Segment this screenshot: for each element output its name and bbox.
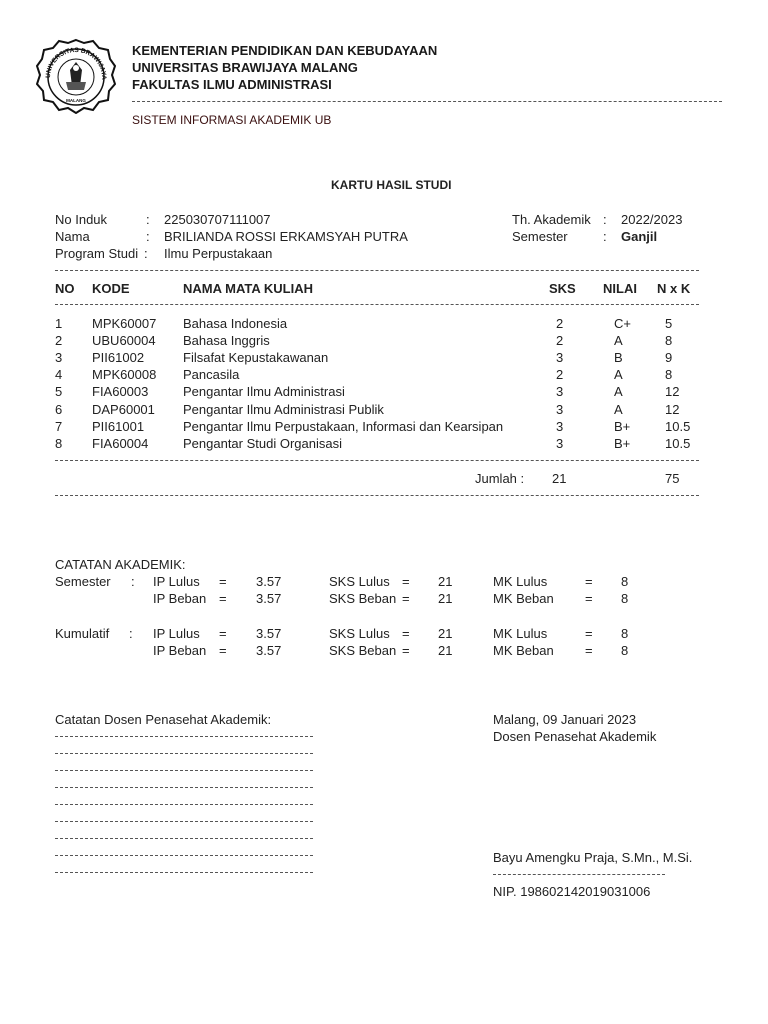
- colon: :: [603, 212, 607, 227]
- cell-nama: Pengantar Ilmu Perpustakaan, Informasi dan Kearsipan: [183, 418, 504, 434]
- note-line: [55, 770, 313, 771]
- sks-beban-label: SKS Beban: [329, 643, 397, 658]
- ministry-name: KEMENTERIAN PENDIDIKAN DAN KEBUDAYAAN: [132, 43, 438, 58]
- table-bottom-divider: [55, 460, 699, 461]
- note-line: [55, 753, 313, 754]
- cell-nxk: 10.5: [665, 418, 691, 434]
- cell-nxk: 10.5: [665, 435, 691, 451]
- equals-sign: =: [585, 591, 593, 606]
- semester-sks-lulus: 21: [438, 574, 453, 589]
- cell-sks: 3: [556, 384, 564, 400]
- colon: :: [144, 246, 148, 261]
- prodi-value: Ilmu Perpustakaan: [164, 246, 273, 261]
- mk-lulus-label: MK Lulus: [493, 626, 548, 641]
- semester-value: Ganjil: [621, 229, 658, 244]
- cell-kode: MPK60007: [92, 316, 157, 331]
- equals-sign: =: [219, 626, 227, 641]
- no-induk-value: 225030707111007: [164, 212, 271, 227]
- system-name: SISTEM INFORMASI AKADEMIK UB: [132, 113, 332, 127]
- col-header-nama: NAMA MATA KULIAH: [183, 281, 313, 296]
- cell-kode: DAP60001: [92, 401, 155, 417]
- cell-nilai: A: [614, 333, 623, 349]
- cell-no: 3: [55, 350, 63, 366]
- catatan-title: CATATAN AKADEMIK:: [55, 557, 186, 572]
- cell-nilai: B+: [614, 435, 631, 451]
- cell-kode: MPK60008: [92, 367, 157, 383]
- mk-lulus-label: MK Lulus: [493, 574, 548, 589]
- total-sks: 21: [552, 471, 567, 486]
- note-line: [55, 736, 313, 737]
- cell-sks: 2: [556, 316, 564, 331]
- colon: :: [146, 229, 150, 244]
- kumulatif-ip-beban: 3.57: [256, 643, 282, 658]
- semester-ip-lulus: 3.57: [256, 574, 282, 589]
- semester-sks-beban: 21: [438, 591, 453, 606]
- university-logo: [36, 38, 116, 114]
- semester-label: Semester: [512, 229, 568, 244]
- total-nxk: 75: [665, 471, 680, 486]
- cell-nxk: 5: [665, 316, 673, 331]
- sks-lulus-label: SKS Lulus: [329, 574, 390, 589]
- signature-line: [493, 874, 665, 875]
- signer-name: Bayu Amengku Praja, S.Mn., M.Si.: [493, 850, 693, 865]
- ip-beban-label: IP Beban: [153, 643, 207, 658]
- cell-nilai: A: [614, 401, 623, 417]
- cell-nama: Pengantar Ilmu Administrasi Publik: [183, 401, 384, 417]
- cell-kode: PII61002: [92, 350, 145, 366]
- colon: :: [146, 212, 150, 227]
- cell-kode: UBU60004: [92, 333, 156, 349]
- cell-nama: Filsafat Kepustakawanan: [183, 350, 329, 366]
- cell-nxk: 9: [665, 350, 673, 366]
- university-name: UNIVERSITAS BRAWIJAYA MALANG: [132, 60, 358, 75]
- dosen-note-label: Catatan Dosen Penasehat Akademik:: [55, 712, 272, 727]
- mk-beban-label: MK Beban: [493, 591, 554, 606]
- prodi-label: Program Studi: [55, 246, 139, 261]
- cell-nilai: B: [614, 350, 623, 366]
- table-top-divider: [55, 270, 699, 271]
- cell-nama: Bahasa Indonesia: [183, 316, 288, 331]
- semester-mk-lulus: 8: [621, 574, 629, 589]
- note-line: [55, 804, 313, 805]
- cell-no: 8: [55, 435, 63, 451]
- kumulatif-sks-lulus: 21: [438, 626, 453, 641]
- seal-icon: [36, 38, 116, 114]
- faculty-name: FAKULTAS ILMU ADMINISTRASI: [132, 77, 332, 92]
- cell-sks: 3: [556, 401, 564, 417]
- total-bottom-divider: [55, 495, 699, 496]
- cell-kode: PII61001: [92, 418, 145, 434]
- ip-beban-label: IP Beban: [153, 591, 207, 606]
- cell-sks: 2: [556, 333, 564, 349]
- cell-no: 2: [55, 333, 63, 349]
- header-bottom-divider: [55, 304, 699, 305]
- cell-no: 1: [55, 316, 63, 331]
- equals-sign: =: [219, 643, 227, 658]
- cell-sks: 3: [556, 350, 564, 366]
- equals-sign: =: [402, 574, 410, 589]
- ip-lulus-label: IP Lulus: [153, 574, 200, 589]
- cell-nilai: A: [614, 384, 623, 400]
- cell-nilai: C+: [614, 316, 631, 331]
- equals-sign: =: [402, 591, 410, 606]
- page-title: KARTU HASIL STUDI: [331, 178, 452, 192]
- place-date: Malang, 09 Januari 2023: [493, 712, 637, 727]
- note-line: [55, 821, 313, 822]
- cell-kode: FIA60003: [92, 384, 149, 400]
- cell-kode: FIA60004: [92, 435, 149, 451]
- cell-no: 6: [55, 401, 63, 417]
- no-induk-label: No Induk: [55, 212, 108, 227]
- cell-nama: Pengantar Studi Organisasi: [183, 435, 342, 451]
- col-header-kode: KODE: [92, 281, 130, 296]
- colon: :: [603, 229, 607, 244]
- svg-text:UNIVERSITAS BRAWIJAYA: UNIVERSITAS BRAWIJAYA: [44, 46, 108, 80]
- semester-mk-beban: 8: [621, 591, 629, 606]
- kumulatif-sks-beban: 21: [438, 643, 453, 658]
- cell-no: 5: [55, 384, 63, 400]
- cell-nxk: 8: [665, 333, 673, 349]
- cell-sks: 2: [556, 367, 564, 383]
- equals-sign: =: [219, 591, 227, 606]
- col-header-nilai: NILAI: [603, 281, 637, 296]
- ip-lulus-label: IP Lulus: [153, 626, 200, 641]
- cell-nxk: 8: [665, 367, 673, 383]
- mk-beban-label: MK Beban: [493, 643, 554, 658]
- th-akademik-label: Th. Akademik: [512, 212, 591, 227]
- kumulatif-label: Kumulatif: [55, 626, 110, 641]
- header-divider: [132, 101, 722, 102]
- equals-sign: =: [402, 643, 410, 658]
- equals-sign: =: [585, 574, 593, 589]
- col-header-no: NO: [55, 281, 75, 296]
- cell-nama: Pancasila: [183, 367, 240, 383]
- semester-ip-beban: 3.57: [256, 591, 282, 606]
- nama-value: BRILIANDA ROSSI ERKAMSYAH PUTRA: [164, 229, 408, 244]
- nama-label: Nama: [55, 229, 90, 244]
- kumulatif-ip-lulus: 3.57: [256, 626, 282, 641]
- cell-sks: 3: [556, 435, 564, 451]
- sks-lulus-label: SKS Lulus: [329, 626, 390, 641]
- total-label: Jumlah :: [475, 471, 525, 486]
- note-line: [55, 872, 313, 873]
- th-akademik-value: 2022/2023: [621, 212, 683, 227]
- kumulatif-mk-lulus: 8: [621, 626, 629, 641]
- note-line: [55, 787, 313, 788]
- col-header-sks: SKS: [549, 281, 576, 296]
- cell-no: 7: [55, 418, 63, 434]
- note-line: [55, 838, 313, 839]
- col-header-nxk: N x K: [657, 281, 691, 296]
- kumulatif-mk-beban: 8: [621, 643, 629, 658]
- signer-role: Dosen Penasehat Akademik: [493, 729, 657, 744]
- cell-nxk: 12: [665, 384, 680, 400]
- svg-text:MALANG: MALANG: [66, 98, 86, 103]
- cell-nilai: A: [614, 367, 623, 383]
- colon: :: [129, 626, 133, 641]
- sks-beban-label: SKS Beban: [329, 591, 397, 606]
- cell-nxk: 12: [665, 401, 680, 417]
- cell-sks: 3: [556, 418, 564, 434]
- equals-sign: =: [402, 626, 410, 641]
- signer-nip: NIP. 198602142019031006: [493, 884, 651, 899]
- semester-label: Semester: [55, 574, 111, 589]
- equals-sign: =: [585, 643, 593, 658]
- cell-nama: Pengantar Ilmu Administrasi: [183, 384, 345, 400]
- cell-nilai: B+: [614, 418, 631, 434]
- equals-sign: =: [219, 574, 227, 589]
- colon: :: [131, 574, 135, 589]
- cell-no: 4: [55, 367, 63, 383]
- cell-nama: Bahasa Inggris: [183, 333, 270, 349]
- note-line: [55, 855, 313, 856]
- equals-sign: =: [585, 626, 593, 641]
